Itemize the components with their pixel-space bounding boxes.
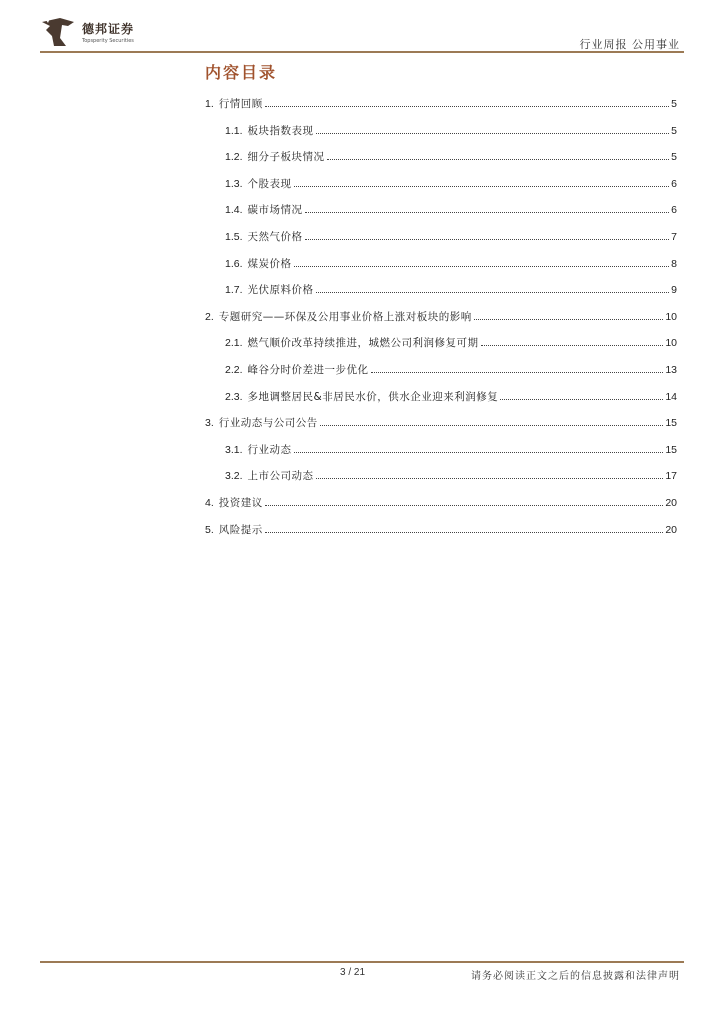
toc-entry-title: 个股表现 — [247, 177, 292, 190]
logo-text-cn: 德邦证券 — [82, 22, 135, 36]
toc-dot-leader — [500, 399, 663, 400]
toc-dot-leader — [265, 532, 664, 533]
toc-entry[interactable] — [205, 176, 677, 203]
toc-dot-leader — [320, 425, 664, 426]
toc-entry-page: 5 — [671, 124, 677, 137]
toc-entry[interactable] — [205, 282, 677, 309]
toc-entry-page: 14 — [665, 390, 677, 403]
toc-entry-page: 5 — [671, 151, 677, 164]
toc-entry-page: 8 — [671, 257, 677, 270]
toc-entry-number: 3.2. — [225, 470, 243, 483]
toc-entry-title: 碳市场情况 — [247, 204, 303, 217]
toc-entry[interactable] — [205, 335, 677, 362]
toc-entry-number: 3. — [205, 417, 214, 430]
toc-dot-leader — [265, 106, 669, 107]
toc-entry[interactable] — [205, 415, 677, 442]
toc-entry[interactable] — [205, 202, 677, 229]
toc-entry-page: 17 — [665, 470, 677, 483]
footer-disclaimer: 请务必阅读正文之后的信息披露和法律声明 — [471, 971, 680, 982]
toc-dot-leader — [265, 505, 664, 506]
toc-entry[interactable] — [205, 123, 677, 150]
toc-entry-page: 15 — [665, 417, 677, 430]
toc-entry-title: 行业动态与公司公告 — [218, 417, 318, 430]
toc-entry[interactable] — [205, 468, 677, 495]
toc-dot-leader — [327, 159, 670, 160]
toc-entry[interactable] — [205, 256, 677, 283]
toc-entry-title: 板块指数表现 — [247, 124, 314, 137]
table-of-contents — [205, 96, 677, 548]
toc-entry-page: 10 — [665, 310, 677, 323]
toc-entry-number: 1.7. — [225, 284, 243, 297]
toc-entry-number: 5. — [205, 523, 214, 536]
toc-entry-page: 5 — [671, 98, 677, 110]
toc-entry-number: 4. — [205, 496, 214, 509]
toc-entry-title: 上市公司动态 — [247, 470, 314, 483]
toc-entry-page: 20 — [665, 523, 677, 536]
toc-entry-number: 1. — [205, 98, 214, 110]
toc-entry-title: 光伏原料价格 — [247, 284, 314, 297]
toc-entry-page: 15 — [665, 443, 677, 456]
toc-entry[interactable] — [205, 495, 677, 522]
toc-dot-leader — [474, 319, 664, 320]
toc-title: 内容目录 — [205, 63, 278, 82]
toc-entry-number: 2. — [205, 310, 214, 323]
toc-entry-number: 1.5. — [225, 230, 243, 243]
toc-entry-number: 1.2. — [225, 151, 243, 164]
toc-entry[interactable] — [205, 362, 677, 389]
toc-entry-number: 1.3. — [225, 177, 243, 190]
toc-entry[interactable] — [205, 96, 677, 123]
toc-entry-number: 1.4. — [225, 204, 243, 217]
toc-entry-title: 峰谷分时价差进一步优化 — [247, 363, 369, 376]
toc-entry[interactable] — [205, 389, 677, 416]
toc-entry-number: 2.1. — [225, 337, 243, 350]
toc-dot-leader — [294, 266, 670, 267]
report-type: 行业周报 公用事业 — [579, 38, 680, 51]
toc-dot-leader — [481, 345, 664, 346]
toc-entry-title: 专题研究——环保及公用事业价格上涨对板块的影响 — [218, 310, 472, 323]
toc-entry-title: 天然气价格 — [247, 230, 303, 243]
toc-entry[interactable] — [205, 149, 677, 176]
toc-dot-leader — [294, 452, 664, 453]
header-divider — [40, 51, 684, 53]
toc-dot-leader — [316, 478, 664, 479]
footer-divider — [40, 961, 684, 963]
toc-dot-leader — [371, 372, 664, 373]
toc-entry-number: 3.1. — [225, 443, 243, 456]
toc-dot-leader — [316, 133, 670, 134]
toc-entry-title: 行情回顾 — [218, 98, 263, 110]
toc-dot-leader — [305, 239, 670, 240]
toc-entry[interactable] — [205, 522, 677, 549]
toc-entry-page: 20 — [665, 496, 677, 509]
toc-entry-number: 1.1. — [225, 124, 243, 137]
toc-entry-title: 煤炭价格 — [247, 257, 292, 270]
toc-entry-number: 1.6. — [225, 257, 243, 270]
toc-entry[interactable] — [205, 309, 677, 336]
logo-text-en: Topsperity Securities — [82, 38, 134, 44]
toc-entry-page: 6 — [671, 204, 677, 217]
toc-entry-number: 2.3. — [225, 390, 243, 403]
toc-entry-title: 多地调整居民&非居民水价，供水企业迎来利润修复 — [247, 390, 499, 403]
toc-entry-page: 13 — [665, 363, 677, 376]
company-logo — [40, 16, 160, 50]
toc-entry-title: 投资建议 — [218, 496, 263, 509]
toc-entry-title: 细分子板块情况 — [247, 151, 325, 164]
toc-dot-leader — [305, 212, 670, 213]
toc-entry-page: 7 — [671, 230, 677, 243]
toc-entry-page: 10 — [665, 337, 677, 350]
toc-entry-page: 9 — [671, 284, 677, 297]
toc-dot-leader — [316, 292, 670, 293]
toc-entry-title: 行业动态 — [247, 443, 292, 456]
logo-mark-icon — [40, 16, 76, 48]
page-indicator: 3 / 21 — [340, 967, 366, 978]
toc-entry-title: 风险提示 — [218, 523, 263, 536]
toc-entry-page: 6 — [671, 177, 677, 190]
toc-dot-leader — [294, 186, 670, 187]
toc-entry-title: 燃气顺价改革持续推进，城燃公司利润修复可期 — [247, 337, 479, 350]
toc-entry-number: 2.2. — [225, 363, 243, 376]
toc-entry[interactable] — [205, 229, 677, 256]
toc-entry[interactable] — [205, 442, 677, 469]
